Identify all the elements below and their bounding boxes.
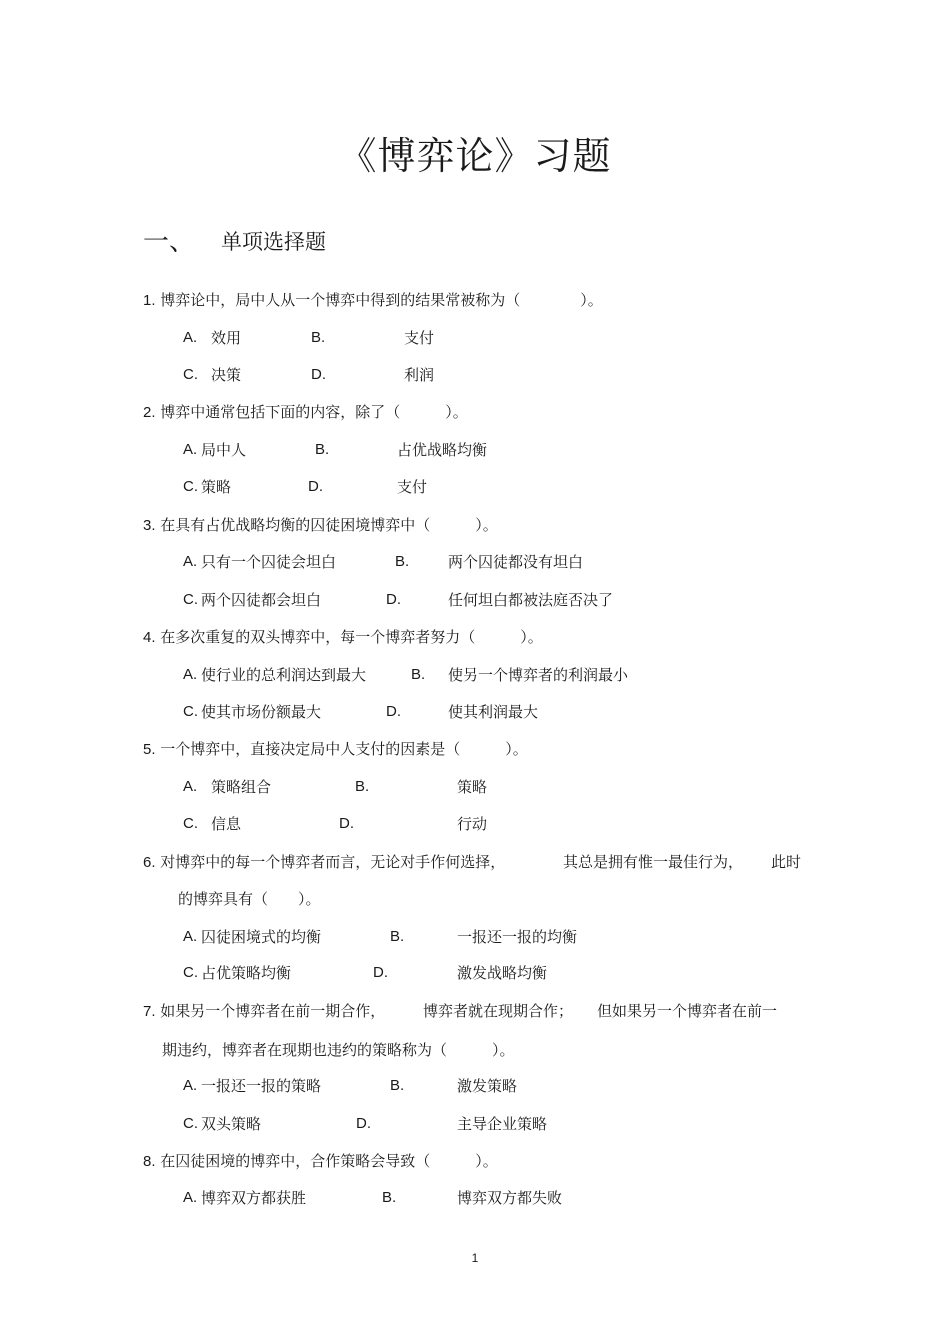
option-letter: A.: [183, 666, 198, 683]
option-text: 双头策略: [201, 1115, 262, 1133]
question-text: 期违约，博弈者在现期也违约的策略称为（ ）。: [162, 1041, 515, 1059]
option-letter: B.: [411, 666, 426, 683]
option-text: 支付: [404, 329, 435, 347]
option-text: 占优战略均衡: [397, 441, 488, 459]
question-number: 6.: [143, 854, 156, 871]
option-text: 主导企业策略: [457, 1115, 548, 1133]
option-letter: C.: [183, 366, 198, 383]
option-text: 行动: [457, 815, 488, 833]
option-letter: C.: [183, 591, 198, 608]
option-letter: D.: [386, 591, 401, 608]
option-letter: C.: [183, 815, 198, 832]
option-text: 博弈双方都获胜: [201, 1189, 307, 1207]
option-text: 局中人: [201, 441, 247, 459]
question-number: 5.: [143, 741, 156, 758]
option-text: 囚徒困境式的均衡: [201, 928, 322, 946]
option-letter: B.: [382, 1189, 397, 1206]
option-text: 任何坦白都被法庭否决了: [448, 591, 614, 609]
question-stem: [143, 289, 603, 312]
question-number: 4.: [143, 629, 156, 646]
option-text: 使另一个博弈者的利润最小: [448, 666, 629, 684]
question-text: 博弈中通常包括下面的内容，除了（ ）。: [160, 403, 468, 421]
option-letter: D.: [386, 703, 401, 720]
option-letter: A.: [183, 778, 198, 795]
question-text: 在囚徒困境的博弈中，合作策略会导致（ ）。: [160, 1152, 498, 1170]
option-text: 占优策略均衡: [201, 964, 292, 982]
option-text: 一报还一报的策略: [201, 1077, 322, 1095]
option-text: 策略: [457, 778, 488, 796]
option-letter: D.: [308, 478, 323, 495]
option-letter: C.: [183, 964, 198, 981]
option-text: 使其利润最大: [448, 703, 539, 721]
question-stem: [143, 738, 528, 761]
option-letter: A.: [183, 553, 198, 570]
page-number: 1: [471, 1251, 479, 1265]
option-text: 激发战略均衡: [457, 964, 548, 982]
question-text: 对博弈中的每一个博弈者而言，无论对手作何选择，: [160, 853, 506, 871]
option-text: 两个囚徒都会坦白: [201, 591, 322, 609]
question-text: 在多次重复的双头博弈中，每一个博弈者努力（ ）。: [160, 628, 543, 646]
question-text: 其总是拥有惟一最佳行为，: [563, 853, 744, 871]
option-letter: B.: [390, 1077, 405, 1094]
option-letter: D.: [311, 366, 326, 383]
option-letter: D.: [339, 815, 354, 832]
question-text: 博弈者就在现期合作；: [423, 1002, 574, 1020]
question-stem: [143, 1150, 498, 1173]
page-title: 《博弈论》习题: [338, 134, 612, 178]
option-letter: B.: [395, 553, 410, 570]
option-text: 只有一个囚徒会坦白: [201, 553, 337, 571]
question-text: 的博弈具有（ ）。: [178, 890, 321, 908]
question-number: 3.: [143, 517, 156, 534]
option-letter: A.: [183, 441, 198, 458]
option-text: 利润: [404, 366, 435, 384]
question-text: 但如果另一个博弈者在前一: [597, 1002, 778, 1020]
question-text: 博弈论中，局中人从一个博弈中得到的结果常被称为（ ）。: [160, 291, 603, 309]
question-number: 7.: [143, 1003, 156, 1020]
question-stem: [143, 401, 468, 424]
option-text: 决策: [211, 366, 242, 384]
question-text: 在具有占优战略均衡的囚徒困境博弈中（ ）。: [160, 516, 498, 534]
option-letter: C.: [183, 703, 198, 720]
question-number: 2.: [143, 404, 156, 421]
option-letter: A.: [183, 329, 198, 346]
option-text: 一报还一报的均衡: [457, 928, 578, 946]
option-letter: A.: [183, 928, 198, 945]
option-letter: A.: [183, 1077, 198, 1094]
option-text: 信息: [211, 815, 242, 833]
question-stem: [143, 851, 505, 874]
question-text: 一个博弈中，直接决定局中人支付的因素是（ ）。: [160, 740, 528, 758]
option-letter: B.: [315, 441, 330, 458]
question-stem: [143, 514, 498, 537]
option-letter: C.: [183, 478, 198, 495]
option-text: 博弈双方都失败: [457, 1189, 563, 1207]
section-title: 单项选择题: [221, 230, 326, 254]
option-text: 使其市场份额最大: [201, 703, 322, 721]
option-letter: A.: [183, 1189, 198, 1206]
question-text: 此时: [771, 853, 802, 871]
question-stem: [143, 1000, 385, 1023]
option-letter: B.: [390, 928, 405, 945]
question-text: 如果另一个博弈者在前一期合作，: [160, 1002, 386, 1020]
option-text: 激发策略: [457, 1077, 518, 1095]
option-text: 策略组合: [211, 778, 272, 796]
option-letter: D.: [356, 1115, 371, 1132]
question-number: 1.: [143, 292, 156, 309]
option-text: 两个囚徒都没有坦白: [448, 553, 584, 571]
option-letter: D.: [373, 964, 388, 981]
option-text: 支付: [397, 478, 428, 496]
option-letter: B.: [311, 329, 326, 346]
option-text: 效用: [211, 329, 242, 347]
question-stem: [143, 626, 543, 649]
option-letter: C.: [183, 1115, 198, 1132]
option-text: 策略: [201, 478, 232, 496]
section-number: 一、: [143, 227, 196, 257]
question-number: 8.: [143, 1153, 156, 1170]
option-letter: B.: [355, 778, 370, 795]
option-text: 使行业的总利润达到最大: [201, 666, 367, 684]
